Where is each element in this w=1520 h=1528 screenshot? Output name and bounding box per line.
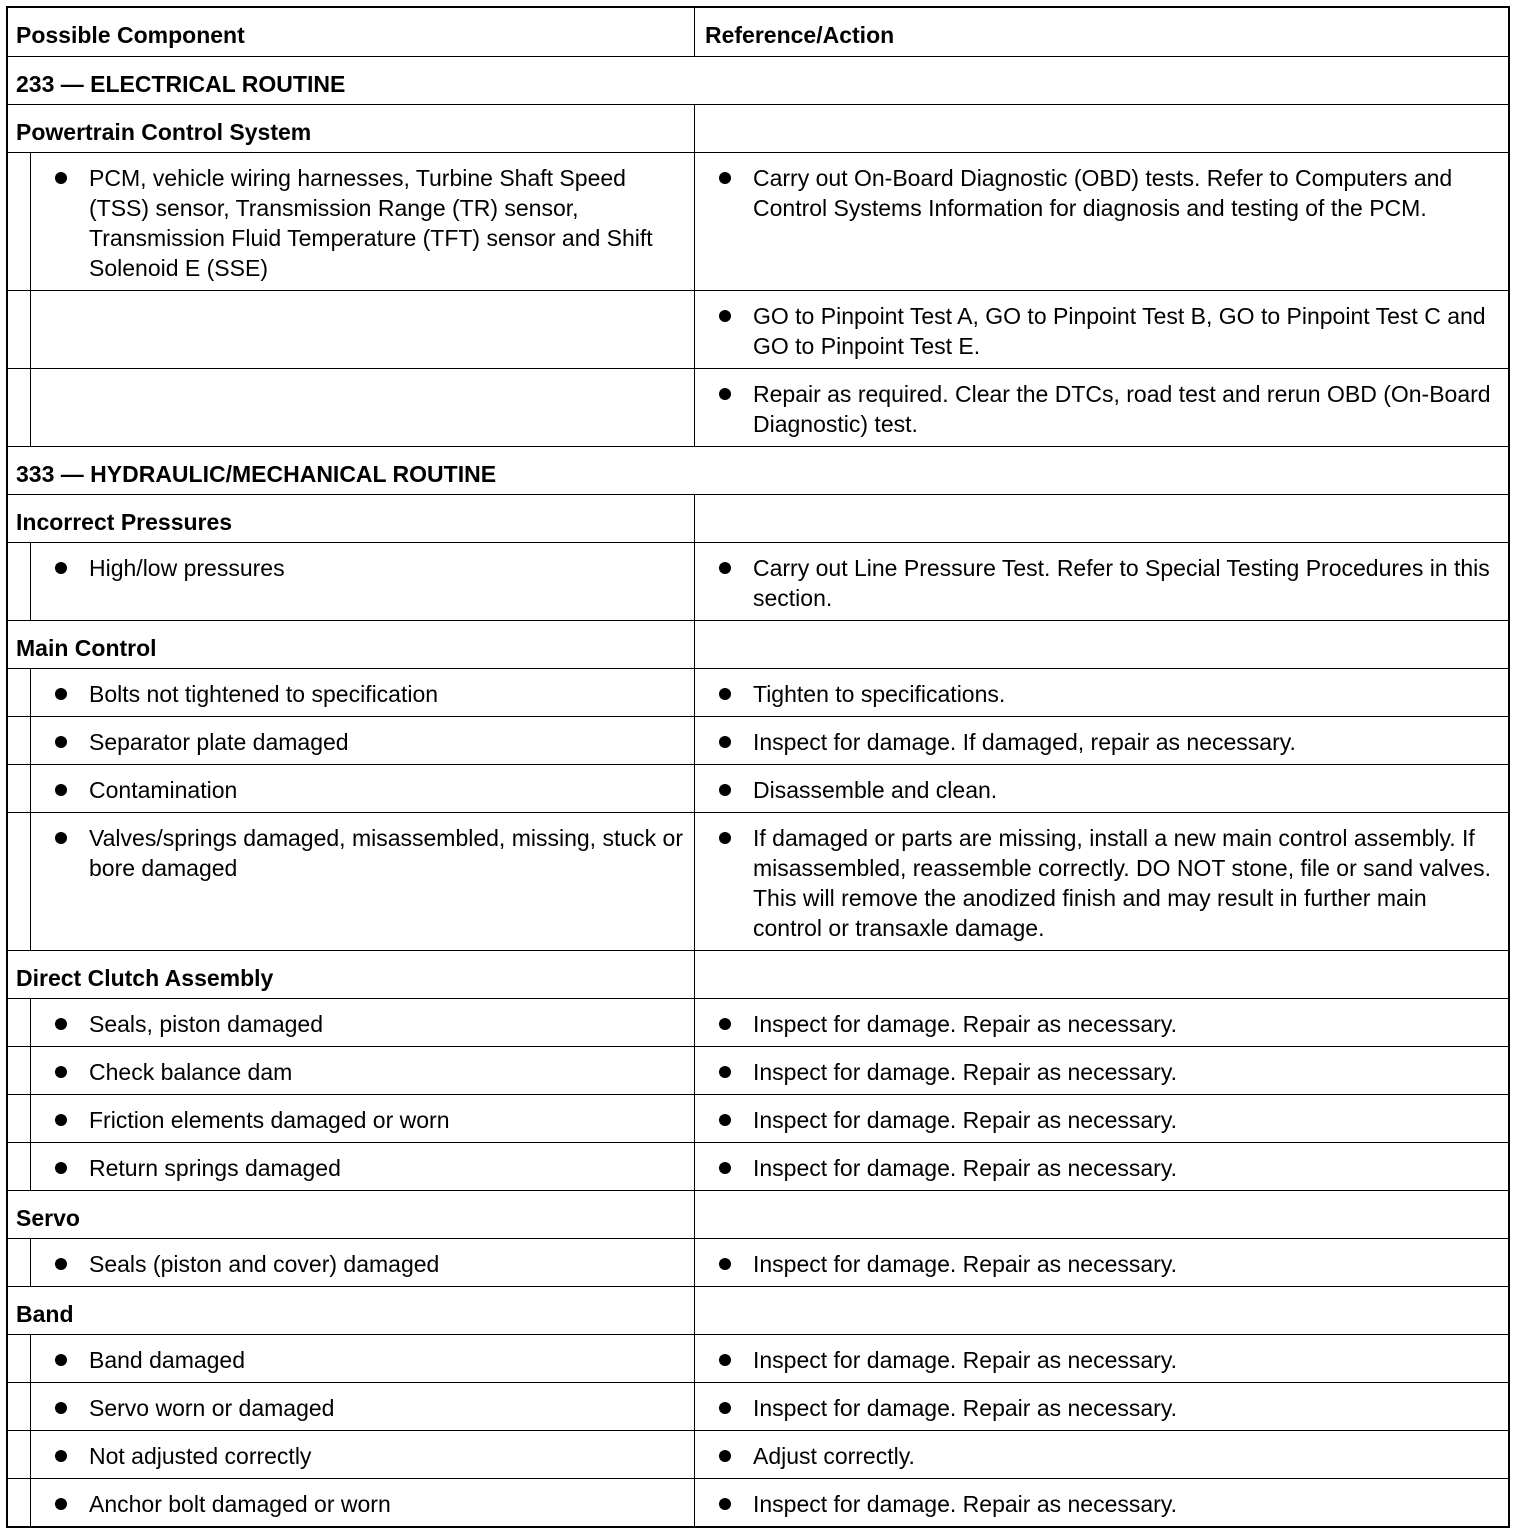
bullet-icon bbox=[719, 1402, 731, 1414]
action-text: Carry out On-Board Diagnostic (OBD) tests. Refer to Computers and Control Systems Information for diagnosis and testing of the PCM. bbox=[753, 165, 1453, 221]
component-cell bbox=[8, 765, 695, 812]
group-name: Direct Clutch Assembly bbox=[8, 951, 695, 998]
row-indent bbox=[8, 153, 31, 290]
component-content bbox=[31, 669, 694, 716]
bullet-icon bbox=[719, 1258, 731, 1270]
action-text: Carry out Line Pressure Test. Refer to Special Testing Procedures in this section. bbox=[753, 555, 1490, 611]
component-cell bbox=[8, 717, 695, 764]
bullet-icon bbox=[719, 832, 731, 844]
bullet-icon bbox=[55, 1162, 67, 1174]
component-cell bbox=[8, 1431, 695, 1478]
table-header-row bbox=[8, 8, 1508, 57]
bullet-icon bbox=[55, 1402, 67, 1414]
action-text: Inspect for damage. Repair as necessary. bbox=[753, 1395, 1178, 1421]
action-text: GO to Pinpoint Test A, GO to Pinpoint Test B, GO to Pinpoint Test C and GO to Pinpoint Test E. bbox=[753, 303, 1486, 359]
component-cell bbox=[8, 1047, 695, 1094]
action-cell bbox=[695, 153, 1508, 290]
action-text: Inspect for damage. Repair as necessary. bbox=[753, 1107, 1178, 1133]
bullet-icon bbox=[55, 1114, 67, 1126]
group-header-row bbox=[8, 105, 1508, 153]
row-indent bbox=[8, 999, 31, 1046]
component-text: Band damaged bbox=[89, 1347, 246, 1373]
table-row bbox=[8, 813, 1508, 951]
bullet-icon bbox=[719, 172, 731, 184]
bullet-icon bbox=[719, 784, 731, 796]
table-row bbox=[8, 999, 1508, 1047]
bullet-icon bbox=[55, 1066, 67, 1078]
component-content bbox=[31, 1431, 694, 1478]
bullet-icon bbox=[55, 562, 67, 574]
action-cell bbox=[695, 765, 1508, 812]
bullet-icon bbox=[719, 1162, 731, 1174]
bullet-icon bbox=[719, 1066, 731, 1078]
bullet-icon bbox=[55, 1018, 67, 1030]
action-text: If damaged or parts are missing, install a new main control assembly. If misassembled, reassemble correctly. DO NOT stone, file or sand valves. This will remove the anodized finish and may result in further main control or transaxle damage. bbox=[753, 825, 1491, 941]
action-cell bbox=[695, 543, 1508, 620]
action-cell bbox=[695, 1335, 1508, 1382]
row-indent bbox=[8, 813, 31, 950]
bullet-icon bbox=[55, 172, 67, 184]
component-cell bbox=[8, 1479, 695, 1526]
action-text: Inspect for damage. Repair as necessary. bbox=[753, 1059, 1178, 1085]
component-cell bbox=[8, 1239, 695, 1286]
action-cell bbox=[695, 717, 1508, 764]
table-row bbox=[8, 1479, 1508, 1527]
action-text: Inspect for damage. Repair as necessary. bbox=[753, 1347, 1178, 1373]
group-header-row bbox=[8, 495, 1508, 543]
table-row bbox=[8, 765, 1508, 813]
table-row bbox=[8, 1383, 1508, 1431]
action-text: Inspect for damage. If damaged, repair as necessary. bbox=[753, 729, 1296, 755]
component-cell bbox=[8, 1143, 695, 1190]
table-row bbox=[8, 291, 1508, 369]
row-indent bbox=[8, 1095, 31, 1142]
group-action-empty bbox=[695, 1287, 1508, 1334]
component-content bbox=[31, 543, 694, 620]
component-text: Bolts not tightened to specification bbox=[89, 681, 439, 707]
component-text: Return springs damaged bbox=[89, 1155, 341, 1181]
row-indent bbox=[8, 1239, 31, 1286]
action-cell bbox=[695, 1431, 1508, 1478]
component-text: Seals, piston damaged bbox=[89, 1011, 323, 1037]
action-text: Repair as required. Clear the DTCs, road test and rerun OBD (On-Board Diagnostic) test. bbox=[753, 381, 1491, 437]
row-indent bbox=[8, 291, 31, 368]
component-content bbox=[31, 1479, 694, 1526]
action-text: Inspect for damage. Repair as necessary. bbox=[753, 1011, 1178, 1037]
component-content bbox=[31, 717, 694, 764]
group-name: Incorrect Pressures bbox=[8, 495, 695, 542]
component-text: Check balance dam bbox=[89, 1059, 293, 1085]
action-cell bbox=[695, 1479, 1508, 1526]
component-cell bbox=[8, 1095, 695, 1142]
component-text: Anchor bolt damaged or worn bbox=[89, 1491, 391, 1517]
table-row bbox=[8, 369, 1508, 447]
action-cell bbox=[695, 1143, 1508, 1190]
action-text: Disassemble and clean. bbox=[753, 777, 998, 803]
action-cell bbox=[695, 1095, 1508, 1142]
component-text: Seals (piston and cover) damaged bbox=[89, 1251, 440, 1277]
action-text: Adjust correctly. bbox=[753, 1443, 915, 1469]
group-name: Powertrain Control System bbox=[8, 105, 695, 152]
section-header-row bbox=[8, 447, 1508, 495]
bullet-icon bbox=[719, 1114, 731, 1126]
section-title: 233 — ELECTRICAL ROUTINE bbox=[16, 71, 346, 97]
action-cell bbox=[695, 669, 1508, 716]
table-row bbox=[8, 1335, 1508, 1383]
action-text: Inspect for damage. Repair as necessary. bbox=[753, 1155, 1178, 1181]
table-row bbox=[8, 153, 1508, 291]
component-content bbox=[31, 1047, 694, 1094]
component-content bbox=[31, 291, 694, 368]
row-indent bbox=[8, 1383, 31, 1430]
component-cell bbox=[8, 999, 695, 1046]
component-text: Valves/springs damaged, misassembled, missing, stuck or bore damaged bbox=[89, 825, 683, 881]
table-row bbox=[8, 543, 1508, 621]
group-name: Main Control bbox=[8, 621, 695, 668]
table-row bbox=[8, 1095, 1508, 1143]
bullet-icon bbox=[719, 736, 731, 748]
row-indent bbox=[8, 669, 31, 716]
component-cell bbox=[8, 543, 695, 620]
component-content bbox=[31, 813, 694, 950]
section-title: 333 — HYDRAULIC/MECHANICAL ROUTINE bbox=[16, 461, 497, 487]
row-indent bbox=[8, 717, 31, 764]
table-row bbox=[8, 1239, 1508, 1287]
action-cell bbox=[695, 291, 1508, 368]
bullet-icon bbox=[55, 688, 67, 700]
group-header-row bbox=[8, 1287, 1508, 1335]
group-name: Servo bbox=[8, 1191, 695, 1238]
table-row bbox=[8, 1143, 1508, 1191]
table-row bbox=[8, 669, 1508, 717]
group-action-empty bbox=[695, 621, 1508, 668]
table-row bbox=[8, 717, 1508, 765]
component-content bbox=[31, 153, 694, 290]
group-action-empty bbox=[695, 105, 1508, 152]
component-content bbox=[31, 1095, 694, 1142]
component-text: Friction elements damaged or worn bbox=[89, 1107, 450, 1133]
component-text: PCM, vehicle wiring harnesses, Turbine Shaft Speed (TSS) sensor, Transmission Range (TR) sensor, Transmission Fluid Temperature (TFT) sensor and Shift Solenoid E (SSE) bbox=[89, 165, 653, 281]
action-cell bbox=[695, 1383, 1508, 1430]
row-indent bbox=[8, 369, 31, 446]
component-content bbox=[31, 999, 694, 1046]
bullet-icon bbox=[719, 1354, 731, 1366]
component-cell bbox=[8, 153, 695, 290]
action-cell bbox=[695, 1047, 1508, 1094]
bullet-icon bbox=[55, 1354, 67, 1366]
row-indent bbox=[8, 1143, 31, 1190]
component-content bbox=[31, 1335, 694, 1382]
action-text: Tighten to specifications. bbox=[753, 681, 1006, 707]
action-cell bbox=[695, 369, 1508, 446]
component-text: High/low pressures bbox=[89, 555, 285, 581]
action-text: Inspect for damage. Repair as necessary. bbox=[753, 1251, 1178, 1277]
column-header-possible-component: Possible Component bbox=[8, 8, 695, 56]
row-indent bbox=[8, 1431, 31, 1478]
action-cell bbox=[695, 813, 1508, 950]
section-header-row bbox=[8, 57, 1508, 105]
diagnosis-table bbox=[6, 6, 1510, 1528]
bullet-icon bbox=[55, 1258, 67, 1270]
component-text: Servo worn or damaged bbox=[89, 1395, 335, 1421]
group-action-empty bbox=[695, 951, 1508, 998]
bullet-icon bbox=[55, 784, 67, 796]
group-name: Band bbox=[8, 1287, 695, 1334]
column-header-reference-action: Reference/Action bbox=[705, 22, 895, 48]
bullet-icon bbox=[55, 736, 67, 748]
group-action-empty bbox=[695, 495, 1508, 542]
bullet-icon bbox=[719, 1498, 731, 1510]
component-cell bbox=[8, 369, 695, 446]
action-cell bbox=[695, 999, 1508, 1046]
component-cell bbox=[8, 1335, 695, 1382]
table-row bbox=[8, 1431, 1508, 1479]
row-indent bbox=[8, 543, 31, 620]
bullet-icon bbox=[719, 562, 731, 574]
bullet-icon bbox=[55, 832, 67, 844]
table-row bbox=[8, 1047, 1508, 1095]
row-indent bbox=[8, 1335, 31, 1382]
component-content bbox=[31, 1143, 694, 1190]
group-header-row bbox=[8, 621, 1508, 669]
group-header-row bbox=[8, 1191, 1508, 1239]
row-indent bbox=[8, 1047, 31, 1094]
component-cell bbox=[8, 291, 695, 368]
component-content bbox=[31, 369, 694, 446]
bullet-icon bbox=[55, 1450, 67, 1462]
bullet-icon bbox=[719, 688, 731, 700]
row-indent bbox=[8, 765, 31, 812]
group-action-empty bbox=[695, 1191, 1508, 1238]
action-text: Inspect for damage. Repair as necessary. bbox=[753, 1491, 1178, 1517]
component-cell bbox=[8, 813, 695, 950]
bullet-icon bbox=[719, 310, 731, 322]
bullet-icon bbox=[55, 1498, 67, 1510]
component-text: Separator plate damaged bbox=[89, 729, 349, 755]
component-text: Contamination bbox=[89, 777, 238, 803]
bullet-icon bbox=[719, 388, 731, 400]
component-cell bbox=[8, 669, 695, 716]
component-content bbox=[31, 1239, 694, 1286]
bullet-icon bbox=[719, 1018, 731, 1030]
component-content bbox=[31, 765, 694, 812]
group-header-row bbox=[8, 951, 1508, 999]
component-cell bbox=[8, 1383, 695, 1430]
action-cell bbox=[695, 1239, 1508, 1286]
component-text: Not adjusted correctly bbox=[89, 1443, 312, 1469]
bullet-icon bbox=[719, 1450, 731, 1462]
component-content bbox=[31, 1383, 694, 1430]
row-indent bbox=[8, 1479, 31, 1526]
